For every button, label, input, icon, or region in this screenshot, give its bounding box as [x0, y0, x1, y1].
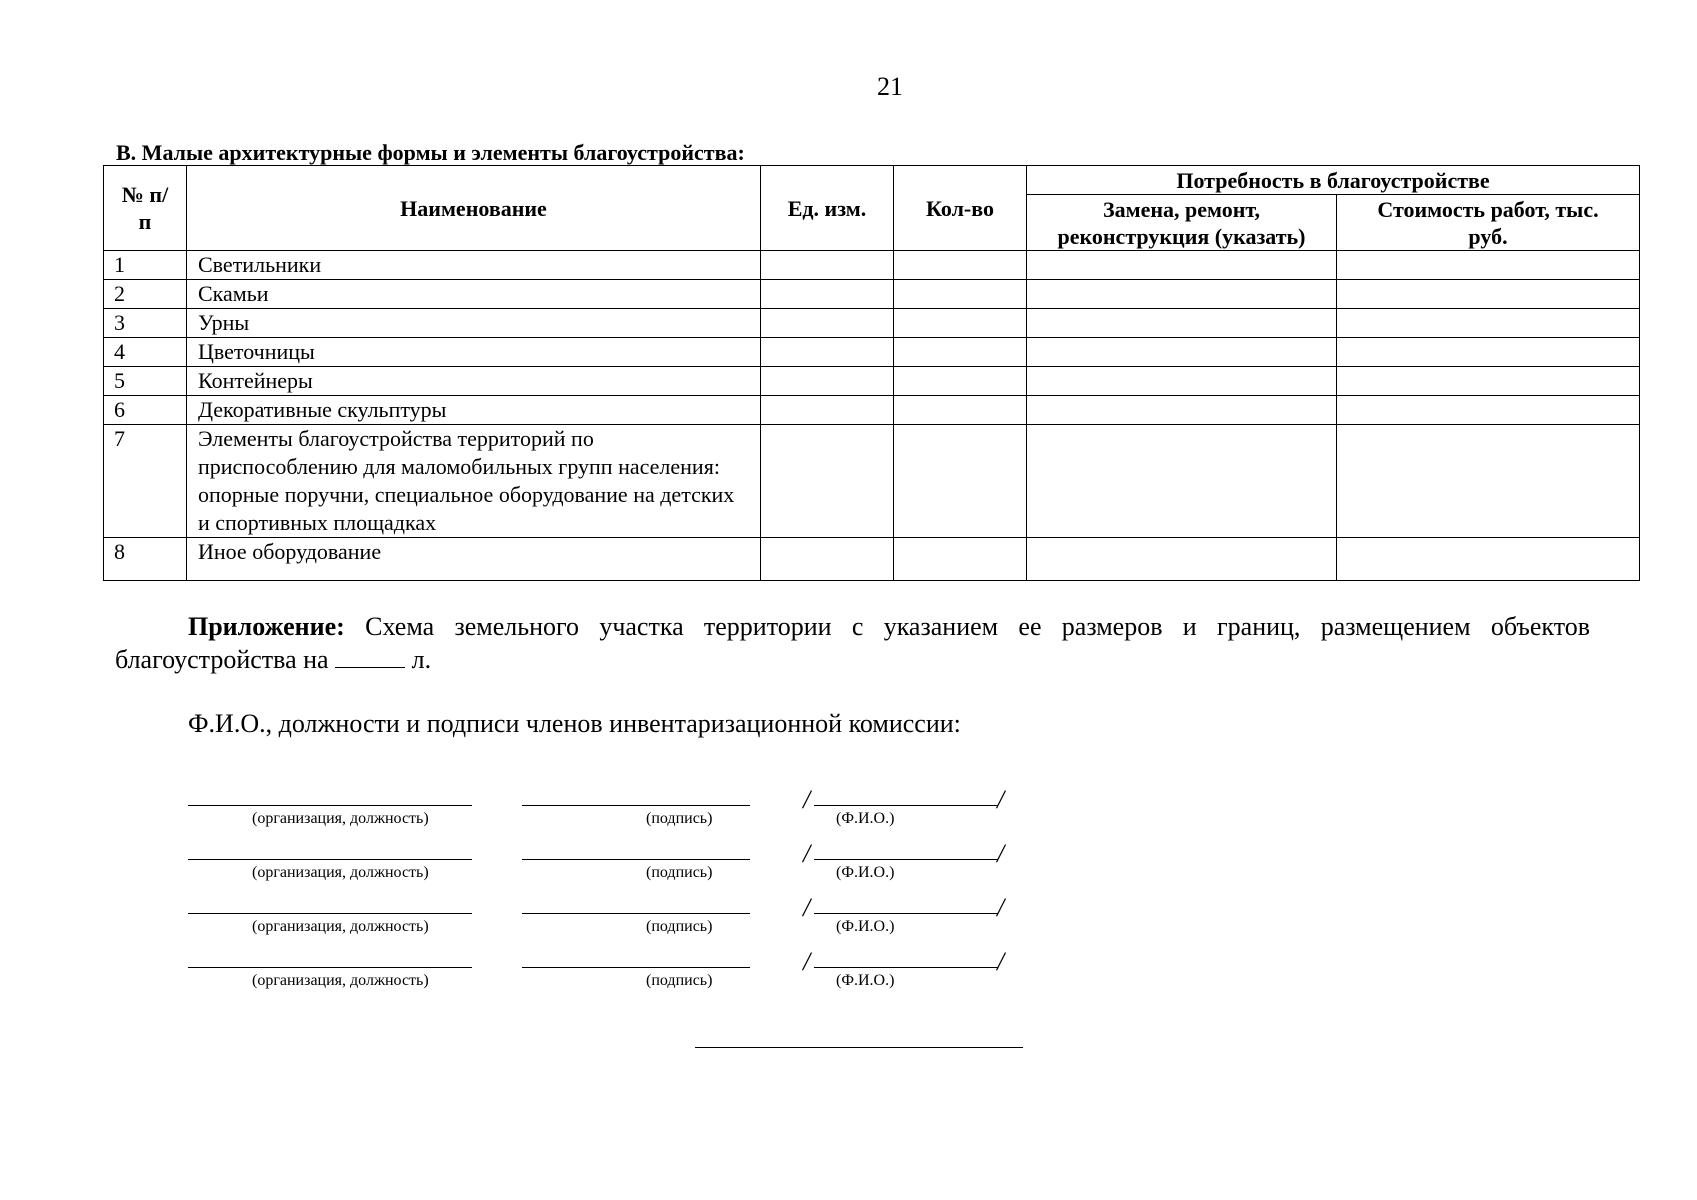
cell-replace — [1027, 367, 1337, 396]
cell-replace — [1027, 538, 1337, 581]
cell-unit — [761, 367, 894, 396]
signature-caption: (подпись) — [646, 972, 713, 989]
cell-replace — [1027, 251, 1337, 280]
end-divider — [695, 1047, 1023, 1048]
appendix-text: Схема земельного участка территории с указанием ее размеров и границ, размещением объектов благоустройства на — [115, 612, 1590, 674]
fio-slash-left: / — [803, 893, 811, 922]
header-name: Наименование — [187, 166, 761, 251]
org-position-caption: (организация, должность) — [252, 918, 429, 935]
header-num: № п/п — [104, 166, 187, 251]
sheet-count-blank — [335, 643, 405, 668]
cell-cost — [1337, 538, 1640, 581]
header-unit: Ед. изм. — [761, 166, 894, 251]
row-num: 6 — [104, 396, 187, 425]
cell-cost — [1337, 309, 1640, 338]
signature-caption: (подпись) — [646, 918, 713, 935]
org-position-line — [188, 967, 472, 968]
cell-qty — [894, 425, 1027, 538]
signature-line — [522, 805, 750, 806]
row-num: 7 — [104, 425, 187, 538]
section-title: В. Малые архитектурные формы и элементы благоустройства: — [116, 140, 745, 165]
row-num: 4 — [104, 338, 187, 367]
cell-cost — [1337, 367, 1640, 396]
signature-row — [0, 834, 1100, 888]
cell-unit — [761, 309, 894, 338]
cell-replace — [1027, 396, 1337, 425]
row-num: 1 — [104, 251, 187, 280]
cell-unit — [761, 425, 894, 538]
row-name: Элементы благоустройства территорий по приспособлению для маломобильных групп населения: опорные поручни, специальное оборудование на детских и спортивных площадках — [187, 425, 761, 538]
cell-qty — [894, 309, 1027, 338]
org-position-caption: (организация, должность) — [252, 864, 429, 881]
table-row — [104, 425, 1640, 538]
fio-slash-left: / — [803, 947, 811, 976]
cell-qty — [894, 396, 1027, 425]
fio-slash-right: / — [997, 893, 1005, 922]
fio-slash-left: / — [803, 839, 811, 868]
appendix-sheets-suffix: л. — [411, 645, 432, 674]
header-qty: Кол-во — [894, 166, 1027, 251]
fio-caption: (Ф.И.О.) — [836, 810, 895, 827]
cell-replace — [1027, 309, 1337, 338]
signature-line — [522, 859, 750, 860]
appendix-label: Приложение: — [188, 612, 345, 641]
cell-cost — [1337, 396, 1640, 425]
header-replace: Замена, ремонт, реконструкция (указать) — [1027, 195, 1337, 251]
row-num: 8 — [104, 538, 187, 581]
table-row — [104, 338, 1640, 367]
cell-qty — [894, 538, 1027, 581]
row-name: Иное оборудование — [187, 538, 761, 581]
table-row — [104, 309, 1640, 338]
cell-unit — [761, 538, 894, 581]
fio-caption: (Ф.И.О.) — [836, 864, 895, 881]
row-num: 3 — [104, 309, 187, 338]
cell-qty — [894, 338, 1027, 367]
fio-line — [814, 967, 998, 968]
fio-caption: (Ф.И.О.) — [836, 972, 895, 989]
row-name: Скамьи — [187, 280, 761, 309]
cell-unit — [761, 396, 894, 425]
cell-unit — [761, 280, 894, 309]
fio-slash-left: / — [803, 785, 811, 814]
fio-line — [814, 805, 998, 806]
row-name: Контейнеры — [187, 367, 761, 396]
signature-line — [522, 967, 750, 968]
cell-cost — [1337, 338, 1640, 367]
fio-caption: (Ф.И.О.) — [836, 918, 895, 935]
header-cost: Стоимость работ, тыс. руб. — [1337, 195, 1640, 251]
fio-line — [814, 859, 998, 860]
signature-row — [0, 780, 1100, 834]
row-name: Светильники — [187, 251, 761, 280]
org-position-line — [188, 859, 472, 860]
cell-unit — [761, 251, 894, 280]
signature-caption: (подпись) — [646, 810, 713, 827]
cell-unit — [761, 338, 894, 367]
appendix-paragraph — [115, 610, 1590, 676]
equipment-table — [103, 165, 1640, 581]
cell-replace — [1027, 338, 1337, 367]
cell-cost — [1337, 425, 1640, 538]
table-row — [104, 367, 1640, 396]
row-name: Декоративные скульптуры — [187, 396, 761, 425]
fio-slash-right: / — [997, 839, 1005, 868]
cell-qty — [894, 280, 1027, 309]
org-position-caption: (организация, должность) — [252, 810, 429, 827]
signature-caption: (подпись) — [646, 864, 713, 881]
table-row — [104, 396, 1640, 425]
row-num: 5 — [104, 367, 187, 396]
fio-line — [814, 913, 998, 914]
org-position-caption: (организация, должность) — [252, 972, 429, 989]
signature-line — [522, 913, 750, 914]
row-name: Цветочницы — [187, 338, 761, 367]
table-row — [104, 251, 1640, 280]
table-row — [104, 538, 1640, 581]
org-position-line — [188, 913, 472, 914]
cell-cost — [1337, 251, 1640, 280]
cell-replace — [1027, 425, 1337, 538]
cell-cost — [1337, 280, 1640, 309]
row-num: 2 — [104, 280, 187, 309]
signature-row — [0, 942, 1100, 996]
org-position-line — [188, 805, 472, 806]
signature-row — [0, 888, 1100, 942]
cell-qty — [894, 251, 1027, 280]
commission-heading: Ф.И.О., должности и подписи членов инвентаризационной комиссии: — [188, 709, 961, 738]
fio-slash-right: / — [997, 947, 1005, 976]
fio-slash-right: / — [997, 785, 1005, 814]
table-row — [104, 280, 1640, 309]
cell-qty — [894, 367, 1027, 396]
row-name: Урны — [187, 309, 761, 338]
header-need-group: Потребность в благоустройстве — [1027, 166, 1640, 195]
cell-replace — [1027, 280, 1337, 309]
page-number: 21 — [877, 72, 903, 101]
